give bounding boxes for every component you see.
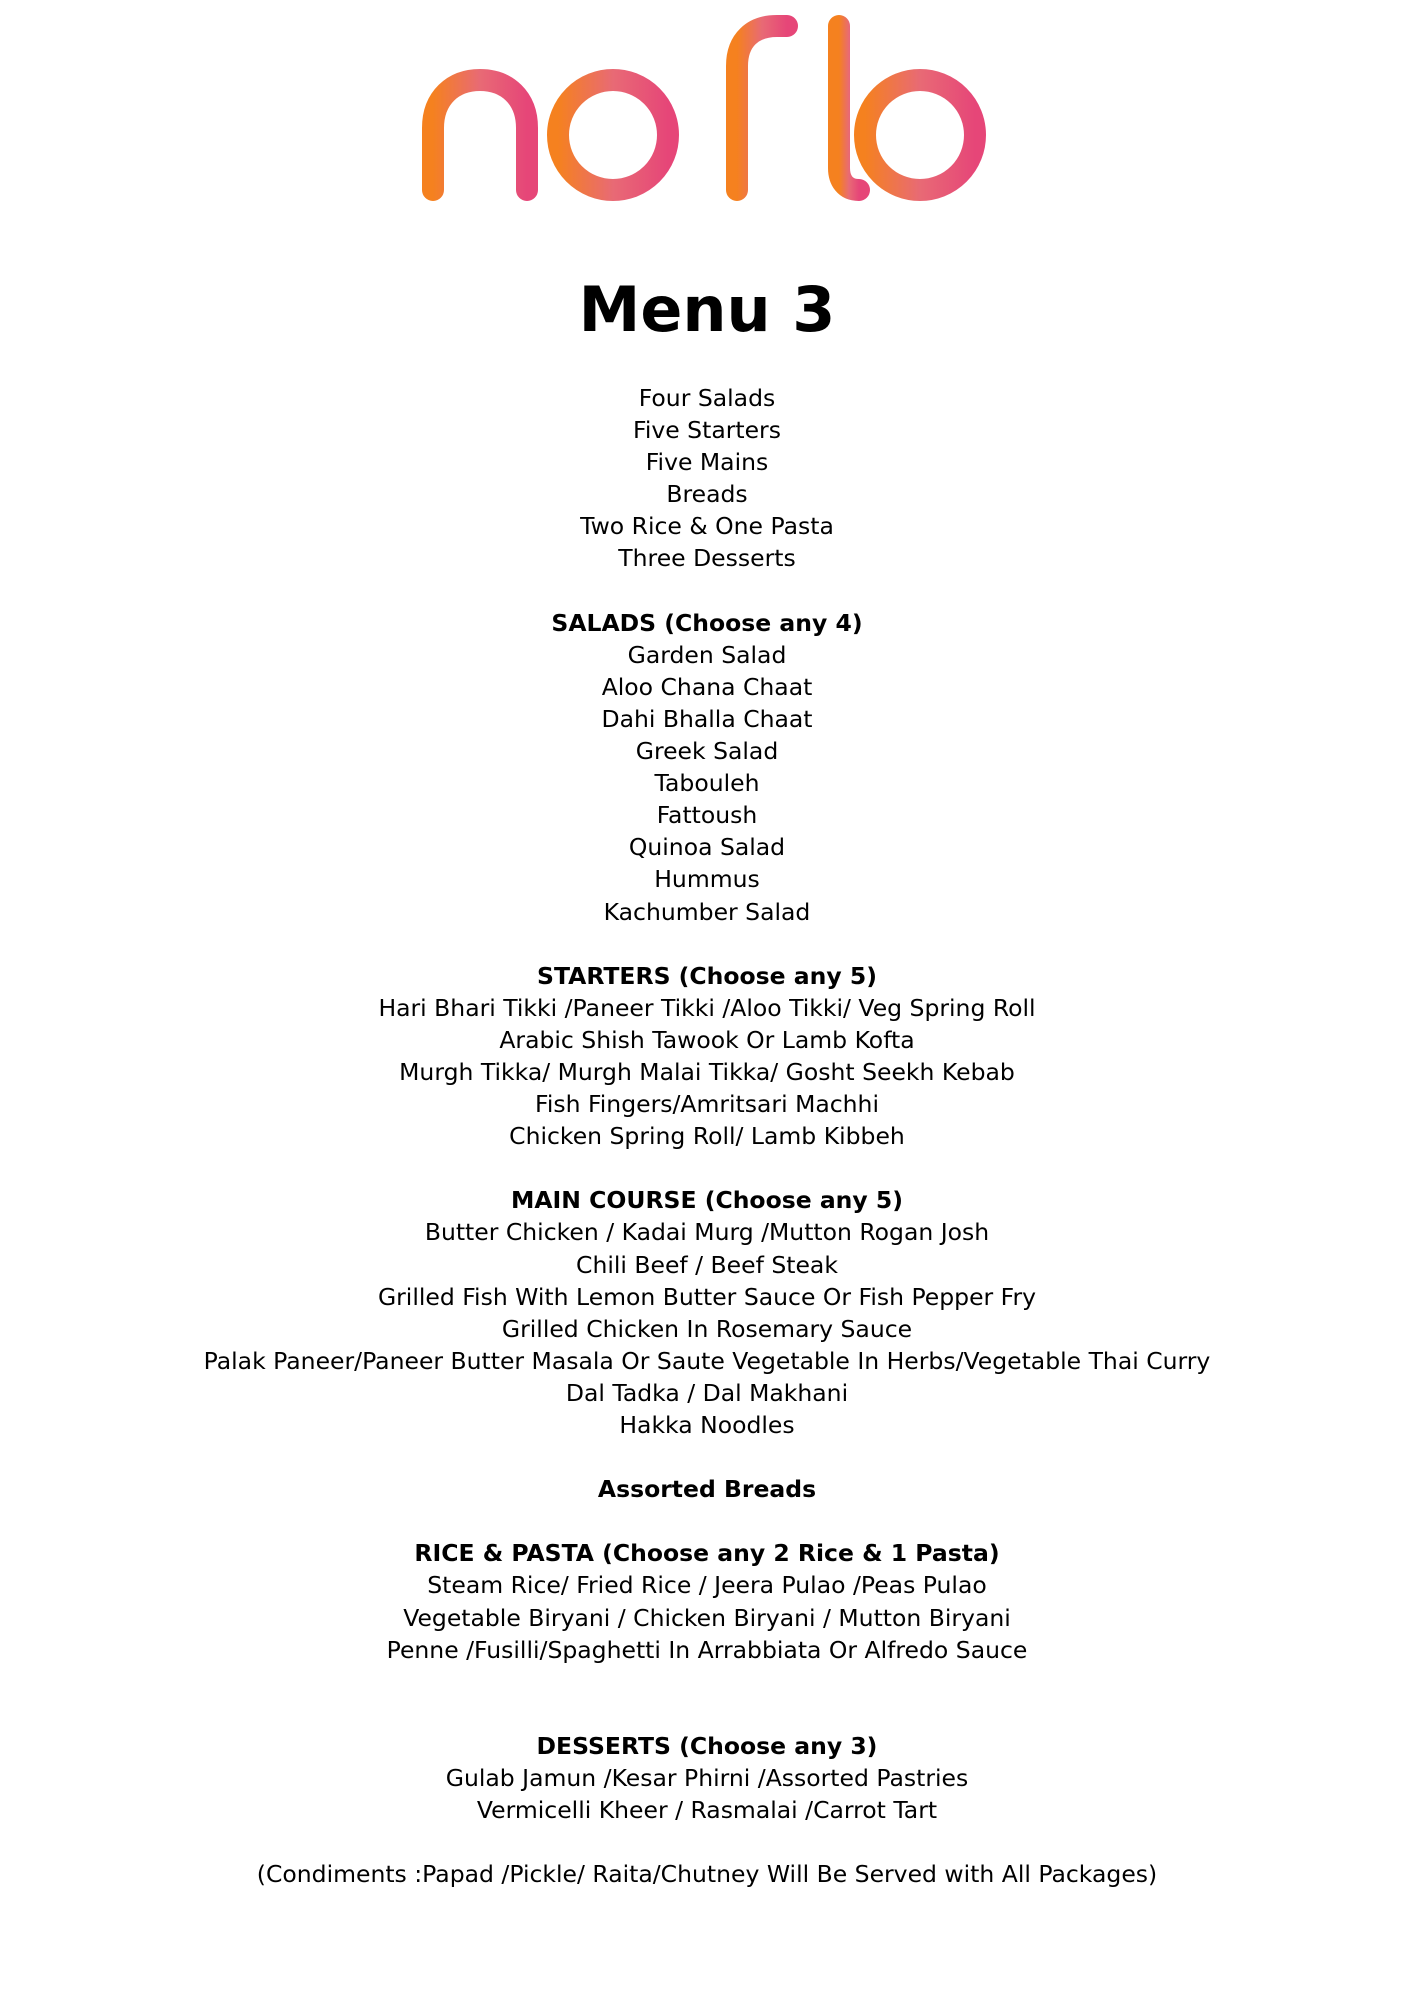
main-course-section bbox=[0, 1184, 1414, 1441]
section-heading-main-course: MAIN COURSE (Choose any 5) bbox=[510, 1186, 904, 1215]
summary-item: Four Salads bbox=[638, 384, 776, 412]
menu-title: Menu 3 bbox=[578, 273, 836, 346]
section-heading-starters: STARTERS (Choose any 5) bbox=[537, 961, 877, 990]
menu-item: Murgh Tikka/ Murgh Malai Tikka/ Gosht Seekh Kebab bbox=[399, 1057, 1015, 1086]
menu-item: Greek Salad bbox=[635, 737, 779, 766]
menu-item: Palak Paneer/Paneer Butter Masala Or Saute Vegetable In Herbs/Vegetable Thai Curry bbox=[203, 1346, 1211, 1375]
desserts-section bbox=[0, 1730, 1414, 1826]
summary-item: Five Mains bbox=[645, 448, 769, 477]
spacer bbox=[0, 1666, 1414, 1730]
menu-item: Hari Bhari Tikki /Paneer Tikki /Aloo Tikki/ Veg Spring Roll bbox=[378, 993, 1036, 1022]
menu-item: Gulab Jamun /Kesar Phirni /Assorted Pastries bbox=[445, 1764, 969, 1793]
menu-item: Grilled Fish With Lemon Butter Sauce Or Fish Pepper Fry bbox=[377, 1282, 1037, 1311]
spacer bbox=[0, 1152, 1414, 1184]
summary-item: Two Rice & One Pasta bbox=[580, 512, 834, 541]
menu-item: Hakka Noodles bbox=[619, 1411, 795, 1439]
menu-item: Tabouleh bbox=[654, 769, 760, 798]
menu-item: Hummus bbox=[654, 865, 760, 894]
menu-item: Penne /Fusilli/Spaghetti In Arrabbiata Or Alfredo Sauce bbox=[386, 1635, 1028, 1664]
menu-item: Dahi Bhalla Chaat bbox=[601, 704, 813, 733]
salads-section bbox=[0, 607, 1414, 928]
spacer bbox=[0, 928, 1414, 960]
spacer bbox=[0, 575, 1414, 607]
logo bbox=[0, 0, 1414, 220]
menu-item: Steam Rice/ Fried Rice / Jeera Pulao /Peas Pulao bbox=[427, 1571, 987, 1600]
rice-pasta-section bbox=[0, 1537, 1414, 1665]
menu-body bbox=[0, 382, 1414, 1890]
spacer bbox=[0, 1826, 1414, 1858]
menu-item: Chili Beef / Beef Steak bbox=[576, 1250, 838, 1279]
section-heading-breads: Assorted Breads bbox=[597, 1475, 817, 1504]
menu-item: Grilled Chicken In Rosemary Sauce bbox=[501, 1314, 913, 1343]
condiments-note: (Condiments :Papad /Pickle/ Raita/Chutney Will Be Served with All Packages) bbox=[256, 1860, 1158, 1889]
menu-item: Dal Tadka / Dal Makhani bbox=[565, 1378, 849, 1407]
menu-item: Fish Fingers/Amritsari Machhi bbox=[535, 1090, 879, 1119]
menu-item: Kachumber Salad bbox=[603, 897, 811, 926]
menu-item: Aloo Chana Chaat bbox=[601, 672, 813, 701]
starters-section bbox=[0, 960, 1414, 1153]
section-heading-rice-pasta: RICE & PASTA (Choose any 2 Rice & 1 Pasta) bbox=[414, 1539, 1000, 1568]
spacer bbox=[0, 1505, 1414, 1537]
menu-item: Vermicelli Kheer / Rasmalai /Carrot Tart bbox=[476, 1796, 938, 1825]
section-heading-salads: SALADS (Choose any 4) bbox=[551, 608, 863, 637]
menu-item: Fattoush bbox=[656, 801, 758, 830]
breads-section bbox=[0, 1473, 1414, 1505]
menu-item: Vegetable Biryani / Chicken Biryani / Mutton Biryani bbox=[403, 1603, 1011, 1632]
menu-item: Chicken Spring Roll/ Lamb Kibbeh bbox=[509, 1122, 905, 1151]
menu-item: Butter Chicken / Kadai Murg /Mutton Rogan Josh bbox=[424, 1218, 990, 1247]
summary-item: Breads bbox=[666, 480, 748, 509]
section-heading-desserts: DESSERTS (Choose any 3) bbox=[536, 1731, 878, 1760]
menu-item: Quinoa Salad bbox=[628, 833, 786, 862]
summary-item: Three Desserts bbox=[618, 544, 796, 573]
summary-item: Five Starters bbox=[633, 416, 781, 445]
summary-list bbox=[0, 382, 1414, 575]
hafla-logo bbox=[405, 8, 1005, 208]
menu-item: Arabic Shish Tawook Or Lamb Kofta bbox=[499, 1025, 915, 1054]
spacer bbox=[0, 1441, 1414, 1473]
menu-item: Garden Salad bbox=[627, 640, 787, 669]
